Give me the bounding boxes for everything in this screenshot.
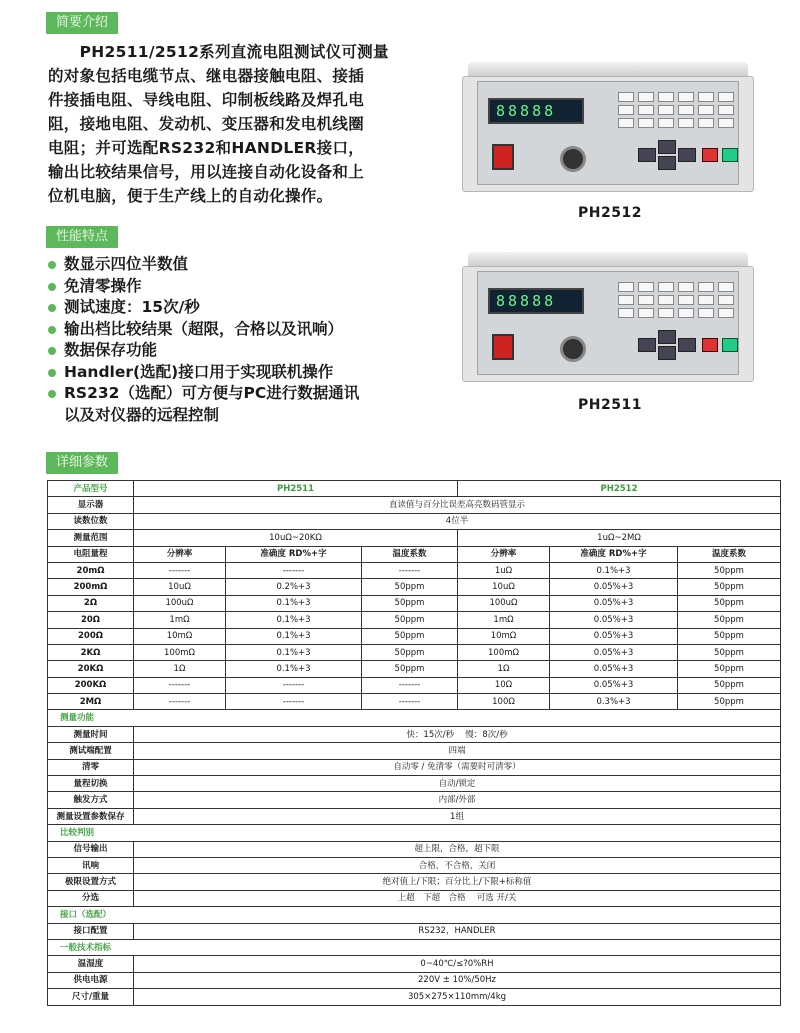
column-header: 准确度 RD%+字 (226, 546, 362, 562)
bullet-icon (48, 283, 56, 291)
table-row (48, 956, 781, 972)
group-title: 测量功能 (48, 710, 781, 726)
table-cell: 50ppm (678, 644, 781, 660)
table-row (48, 874, 781, 890)
table-cell: 10mΩ (458, 628, 550, 644)
red-key-icon (702, 148, 718, 162)
table-cell: 0.1%+3 (226, 612, 362, 628)
column-header: 准确度 RD%+字 (550, 546, 678, 562)
table-cell: 信号输出 (48, 841, 134, 857)
table-cell: 0.05%+3 (550, 579, 678, 595)
table-cell: RS232，HANDLER (134, 923, 781, 939)
table-cell: 温湿度 (48, 956, 134, 972)
table-cell: 100uΩ (458, 595, 550, 611)
front-panel (477, 81, 739, 185)
product-caption: PH2511 (578, 397, 642, 413)
table-row (48, 497, 781, 513)
front-panel (477, 271, 739, 375)
table-cell: 0.1%+3 (550, 562, 678, 578)
table-cell: 绝对值上/下限；百分比上/下限+标称值 (134, 874, 781, 890)
instrument-body (462, 266, 754, 382)
table-cell: 10uΩ~20KΩ (134, 530, 458, 546)
table-cell: 触发方式 (48, 792, 134, 808)
table-cell: 0.1%+3 (226, 595, 362, 611)
table-row (48, 989, 781, 1005)
table-cell: 四端 (134, 743, 781, 759)
connector-icon (560, 336, 586, 362)
intro-line: 的对象包括电缆节点、继电器接触电阻、接插 (48, 67, 365, 85)
table-cell: 50ppm (678, 661, 781, 677)
table-cell: 显示器 (48, 497, 134, 513)
table-cell: ------- (134, 694, 226, 710)
display-screen: 88888 (488, 98, 584, 124)
features-list (48, 254, 428, 426)
table-cell: 快：15次/秒 慢：8次/秒 (134, 726, 781, 742)
intro-line: 阻，接地电阻、发动机、变压器和发电机线圈 (48, 115, 365, 133)
group-title: 比较判别 (48, 825, 781, 841)
column-header: 温度系数 (362, 546, 458, 562)
intro-line: 电阻；并可选配RS232和HANDLER接口， (48, 139, 365, 157)
table-cell: 0.1%+3 (226, 628, 362, 644)
table-row (48, 726, 781, 742)
table-cell: 产品型号 (48, 481, 134, 497)
table-row (48, 907, 781, 923)
table-row (48, 792, 781, 808)
table-cell: 0.3%+3 (550, 694, 678, 710)
table-cell: 尺寸/重量 (48, 989, 134, 1005)
table-cell: 10uΩ (458, 579, 550, 595)
table-row (48, 481, 781, 497)
table-row (48, 562, 781, 578)
table-cell: 合格，不合格，关闭 (134, 857, 781, 873)
feature-item: 输出档比较结果（超限，合格以及讯响） (48, 319, 428, 341)
table-row (48, 923, 781, 939)
table-cell: ------- (226, 694, 362, 710)
table-row (48, 743, 781, 759)
table-row (48, 644, 781, 660)
table-cell: 20mΩ (48, 562, 134, 578)
params-section-title: 详细参数 (46, 452, 118, 474)
table-cell: 220V ± 10%/50Hz (134, 972, 781, 988)
table-cell: 讯响 (48, 857, 134, 873)
table-cell: ------- (226, 562, 362, 578)
table-cell: 超上限，合格，超下限 (134, 841, 781, 857)
table-cell: 供电电源 (48, 972, 134, 988)
table-cell: 测量设置参数保存 (48, 808, 134, 824)
display-screen: 88888 (488, 288, 584, 314)
table-cell: 测量时间 (48, 726, 134, 742)
table-cell: 0.1%+3 (226, 644, 362, 660)
table-cell: ------- (362, 677, 458, 693)
table-cell: ------- (134, 677, 226, 693)
feature-item: 数显示四位半数值 (48, 254, 428, 276)
table-cell: 50ppm (678, 612, 781, 628)
bullet-icon (48, 326, 56, 334)
intro-section-title: 简要介绍 (46, 12, 118, 34)
green-key-icon (722, 148, 738, 162)
table-cell: 200Ω (48, 628, 134, 644)
table-cell: 测量范围 (48, 530, 134, 546)
table-row (48, 972, 781, 988)
product-caption: PH2512 (578, 205, 642, 221)
table-cell: 50ppm (362, 595, 458, 611)
table-cell: 20Ω (48, 612, 134, 628)
table-cell: 1mΩ (134, 612, 226, 628)
table-cell: 305×275×110mm/4kg (134, 989, 781, 1005)
table-cell: 10uΩ (134, 579, 226, 595)
table-row (48, 546, 781, 562)
table-cell: 50ppm (362, 644, 458, 660)
table-cell: 50ppm (678, 694, 781, 710)
table-cell: 50ppm (678, 595, 781, 611)
table-row (48, 694, 781, 710)
table-row (48, 808, 781, 824)
table-row (48, 841, 781, 857)
table-cell: 0.05%+3 (550, 595, 678, 611)
table-row (48, 612, 781, 628)
table-row (48, 890, 781, 906)
instrument-body (462, 76, 754, 192)
intro-paragraph (48, 40, 420, 208)
table-row (48, 661, 781, 677)
table-cell: 1uΩ (458, 562, 550, 578)
table-cell: 10Ω (458, 677, 550, 693)
feature-item: RS232（选配）可方便与PC进行数据通讯 (48, 383, 428, 405)
table-cell: 1组 (134, 808, 781, 824)
table-cell: 0.05%+3 (550, 661, 678, 677)
table-cell: 1mΩ (458, 612, 550, 628)
feature-item-continued: 以及对仪器的远程控制 (64, 405, 220, 424)
table-cell: 量程切换 (48, 776, 134, 792)
table-cell: ------- (362, 694, 458, 710)
spec-table (47, 480, 781, 1006)
table-cell: 100mΩ (458, 644, 550, 660)
table-cell: 0.05%+3 (550, 612, 678, 628)
table-cell: 自动/锁定 (134, 776, 781, 792)
bullet-icon (48, 390, 56, 398)
table-cell: ------- (134, 562, 226, 578)
key-grid (618, 282, 740, 316)
table-cell: 50ppm (678, 562, 781, 578)
table-cell: 直读值与百分比误差高亮数码管显示 (134, 497, 781, 513)
intro-line: PH2511/2512系列直流电阻测试仪可测量 (48, 43, 389, 61)
table-row (48, 759, 781, 775)
red-key-icon (702, 338, 718, 352)
group-title: 一般技术指标 (48, 939, 781, 955)
feature-item: 测试速度：15次/秒 (48, 297, 428, 319)
table-cell: 2KΩ (48, 644, 134, 660)
table-cell: 4位半 (134, 513, 781, 529)
table-cell: 2Ω (48, 595, 134, 611)
table-cell: 0.1%+3 (226, 661, 362, 677)
table-cell: 50ppm (362, 628, 458, 644)
table-cell: 清零 (48, 759, 134, 775)
table-cell: 读数位数 (48, 513, 134, 529)
table-cell: PH2512 (458, 481, 781, 497)
table-cell: 1uΩ~2MΩ (458, 530, 781, 546)
table-cell: 接口配置 (48, 923, 134, 939)
table-cell: ------- (226, 677, 362, 693)
table-cell: 100Ω (458, 694, 550, 710)
group-title: 接口（选配） (48, 907, 781, 923)
table-cell: 0.05%+3 (550, 644, 678, 660)
table-cell: 50ppm (678, 579, 781, 595)
power-switch-icon (492, 144, 514, 170)
table-row (48, 939, 781, 955)
feature-item: 免清零操作 (48, 276, 428, 298)
green-key-icon (722, 338, 738, 352)
intro-line: 件接插电阻、导线电阻、印制板线路及焊孔电 (48, 91, 365, 109)
bullet-icon (48, 347, 56, 355)
feature-item: 数据保存功能 (48, 340, 428, 362)
table-cell: 50ppm (678, 628, 781, 644)
table-row (48, 595, 781, 611)
table-cell: 50ppm (362, 612, 458, 628)
table-row (48, 825, 781, 841)
table-cell: 20KΩ (48, 661, 134, 677)
table-row (48, 530, 781, 546)
column-header: 温度系数 (678, 546, 781, 562)
table-cell: 50ppm (362, 579, 458, 595)
table-row (48, 677, 781, 693)
table-cell: 50ppm (362, 661, 458, 677)
table-cell: 1Ω (458, 661, 550, 677)
table-cell: 50ppm (678, 677, 781, 693)
bullet-icon (48, 261, 56, 269)
feature-item: Handler(选配)接口用于实现联机操作 (48, 362, 428, 384)
table-cell: 0~40℃/≤?0%RH (134, 956, 781, 972)
features-section-title: 性能特点 (46, 226, 118, 248)
table-cell: 10mΩ (134, 628, 226, 644)
intro-line: 输出比较结果信号，用以连接自动化设备和上 (48, 163, 365, 181)
table-cell: 2MΩ (48, 694, 134, 710)
table-cell: 自动零 / 免清零（需要时可清零） (134, 759, 781, 775)
table-cell: 100uΩ (134, 595, 226, 611)
bullet-icon (48, 304, 56, 312)
table-cell: 极限设置方式 (48, 874, 134, 890)
instrument-image-ph2511 (462, 252, 754, 382)
table-row (48, 628, 781, 644)
table-cell: 分选 (48, 890, 134, 906)
power-switch-icon (492, 334, 514, 360)
table-cell: 0.05%+3 (550, 628, 678, 644)
table-cell: 100mΩ (134, 644, 226, 660)
instrument-top (468, 252, 748, 266)
bullet-icon (48, 369, 56, 377)
instrument-top (468, 62, 748, 76)
table-row (48, 710, 781, 726)
column-header: 分辨率 (134, 546, 226, 562)
table-row (48, 857, 781, 873)
table-cell: ------- (362, 562, 458, 578)
table-cell: 200KΩ (48, 677, 134, 693)
table-row (48, 513, 781, 529)
table-cell: 200mΩ (48, 579, 134, 595)
table-row (48, 776, 781, 792)
table-row (48, 579, 781, 595)
table-cell: 0.2%+3 (226, 579, 362, 595)
table-cell: 1Ω (134, 661, 226, 677)
table-cell: 内部/外部 (134, 792, 781, 808)
column-header: 电阻量程 (48, 546, 134, 562)
table-cell: 测试端配置 (48, 743, 134, 759)
intro-line: 位机电脑，便于生产线上的自动化操作。 (48, 187, 333, 205)
column-header: 分辨率 (458, 546, 550, 562)
table-cell: PH2511 (134, 481, 458, 497)
connector-icon (560, 146, 586, 172)
instrument-image-ph2512 (462, 62, 754, 192)
key-grid (618, 92, 740, 126)
table-cell: 上超 下超 合格 可选 开/关 (134, 890, 781, 906)
table-cell: 0.05%+3 (550, 677, 678, 693)
